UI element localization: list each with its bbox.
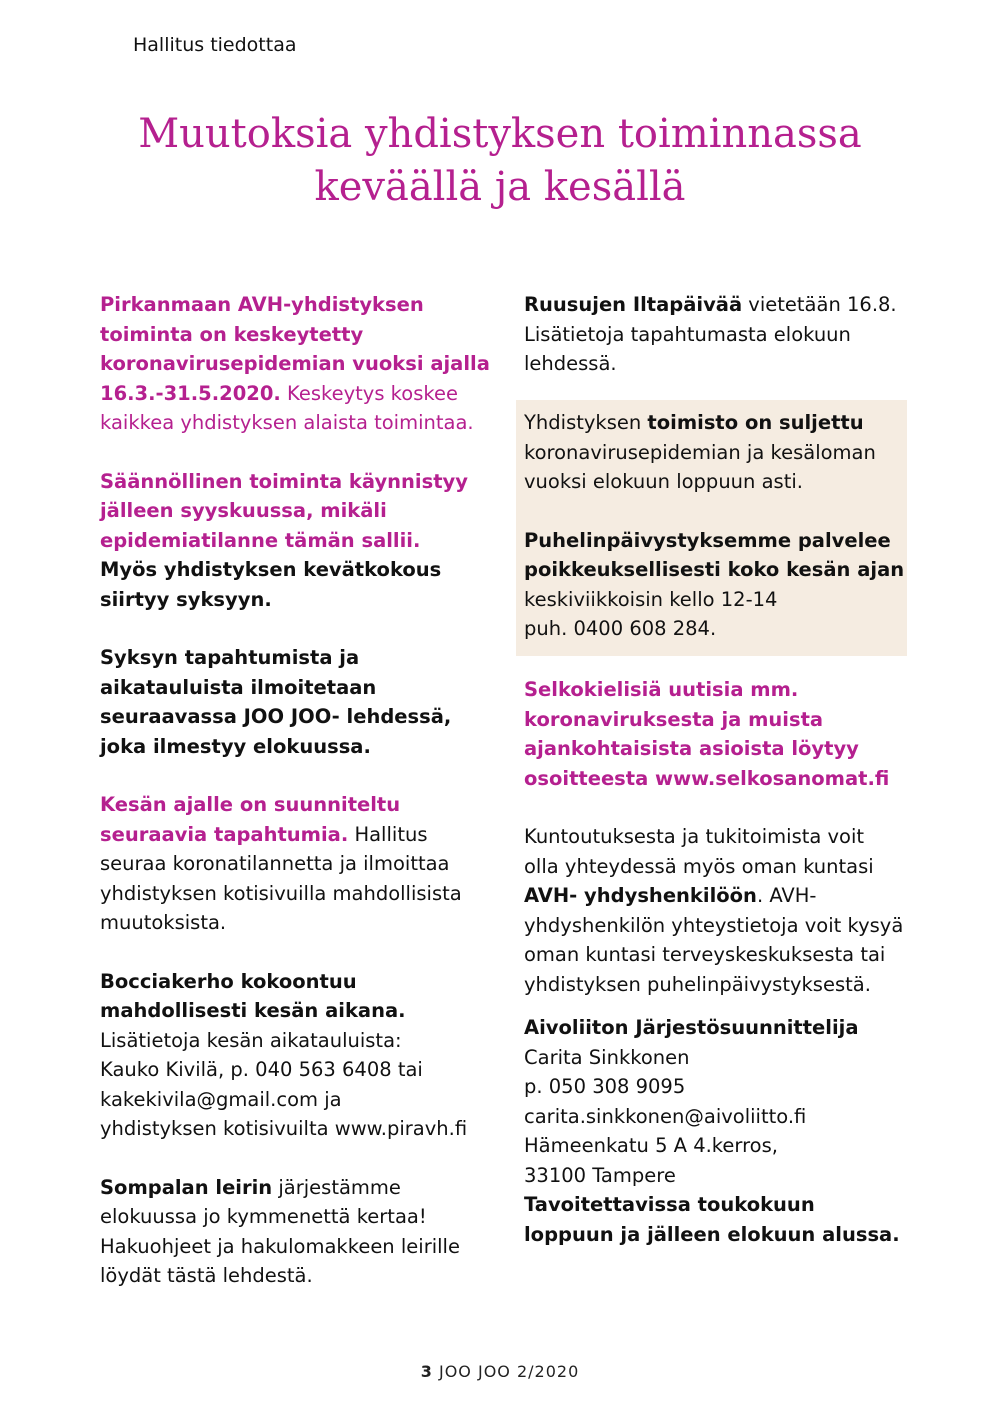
text-line: aikatauluista ilmoitetaan [100,675,377,699]
text-line: lehdessä. [524,352,617,375]
autumn-events-notice [100,643,500,761]
text-line: epidemiatilanne tämän sallii. [100,528,421,552]
contact-name: Carita Sinkkonen [524,1045,690,1069]
camp-notice [100,1173,500,1291]
easy-news-notice [524,675,906,793]
suspension-notice [100,290,500,438]
text-line: yhdistyksen kotisivuilla mahdollisista [100,881,462,905]
text-bold: Ruusujen Iltapäivää [524,293,743,316]
text-bold: AVH- yhdyshenkilöön [524,884,757,907]
text-line: muutoksista. [100,911,227,934]
text-line: Kauko Kivilä, p. 040 563 6408 tai [100,1058,423,1081]
text-regular: Hallitus [348,822,428,846]
page-footer [0,1362,1000,1381]
text-line: ajankohtaisista asioista löytyy [524,737,859,760]
text-line: koronaviruksesta ja muista [524,707,824,731]
text-line [100,1173,500,1203]
text-regular: Keskeytys koskee [280,381,458,405]
text-line: koronavirusepidemian vuoksi ajalla [100,352,490,375]
text-line: Puhelinpäivystyksemme palvelee [524,528,891,552]
text-line: Säännöllinen toiminta käynnistyy [100,469,468,493]
text-line: Selkokielisiä uutisia mm. [524,678,799,701]
title-line-1: Muutoksia yhdistyksen toiminnassa [138,111,862,157]
text-line: siirtyy syksyyn. [100,587,272,611]
text-line: seuraavassa JOO JOO- lehdessä, [100,705,452,728]
text-line: seuraa koronatilannetta ja ilmoittaa [100,852,450,875]
text-line: yhdistyksen kotisivuilta www.piravh.fi [100,1117,468,1140]
contact-phone: p. 050 308 9095 [524,1075,686,1098]
contact-city: 33100 Tampere [524,1163,676,1187]
contact-email: carita.sinkkonen@aivoliitto.fi [524,1104,807,1128]
page-title [60,108,940,214]
text-line: Myös yhdistyksen kevätkokous [100,558,442,581]
text-line: koronavirusepidemian ja kesäloman [524,440,876,464]
text-line: poikkeuksellisesti koko kesän ajan [524,558,905,581]
text-regular: . AVH- [756,884,817,907]
text-regular: Yhdistyksen [524,411,648,434]
text-bold: 16.3.-31.5.2020. [100,381,281,405]
restart-notice [100,467,500,615]
page-number: 3 [420,1362,433,1381]
text-line: kaikkea yhdistyksen alaista toimintaa. [100,411,474,434]
phone-service-notice [524,526,904,644]
section-label: Hallitus tiedottaa [133,34,297,56]
text-line: Kesän ajalle on suunniteltu [100,793,401,816]
rose-afternoon-notice [524,290,906,379]
text-line: elokuussa jo kymmenettä kertaa! [100,1205,427,1228]
text-line: jälleen syyskuussa, mikäli [100,499,387,522]
text-bold: Sompalan leirin [100,1175,273,1199]
left-column [100,290,500,1291]
text-regular: vietetään 16.8. [742,293,897,316]
text-line [524,881,906,911]
contact-role: Aivoliiton Järjestösuunnittelija [524,1016,859,1039]
boccia-notice [100,967,500,1144]
text-line [100,379,500,409]
office-closed-notice [524,408,904,497]
text-line: löydät tästä lehdestä. [100,1264,313,1287]
text-line: oman kuntasi terveyskeskuksesta tai [524,943,886,966]
title-line-2: keväällä ja kesällä [314,164,686,210]
text-line: toiminta on keskeytetty [100,322,364,346]
text-line: yhdistyksen puhelinpäivystyksestä. [524,972,871,996]
text-line: Tavoitettavissa toukokuun [524,1193,815,1216]
text-line: Lisätietoja kesän aikatauluista: [100,1028,402,1052]
contact-card [524,1013,906,1249]
contact-address: Hämeenkatu 5 A 4.kerros, [524,1134,778,1157]
text-line: yhdyshenkilön yhteystietoja voit kysyä [524,913,904,937]
right-column [524,290,906,379]
text-line: kakekivila@gmail.com ja [100,1087,342,1111]
text-line: olla yhteydessä myös oman kuntasi [524,854,874,878]
text-line [524,290,906,320]
text-line: Syksyn tapahtumista ja [100,646,360,669]
text-line: Bocciakerho kokoontuu [100,969,357,993]
text-line: joka ilmestyy elokuussa. [100,734,371,758]
text-line: loppuun ja jälleen elokuun alussa. [524,1222,900,1246]
right-column-lower [524,675,906,1249]
text-line: vuoksi elokuun loppuun asti. [524,470,803,493]
publication-name: JOO JOO 2/2020 [432,1362,580,1381]
office-info-text [524,408,904,644]
text-line: Pirkanmaan AVH-yhdistyksen [100,293,424,316]
text-line: Lisätietoja tapahtumasta elokuun [524,322,851,346]
text-line [524,408,904,438]
text-line: osoitteesta www.selkosanomat.fi [524,766,890,790]
rehabilitation-notice [524,822,906,999]
text-regular: järjestämme [272,1175,401,1199]
text-line: keskiviikkoisin kello 12-14 [524,587,778,611]
text-line: puh. 0400 608 284. [524,617,717,640]
text-line: mahdollisesti kesän aikana. [100,999,406,1022]
text-line: Kuntoutuksesta ja tukitoimista voit [524,825,865,848]
text-bold: seuraavia tapahtumia. [100,822,349,846]
text-bold: toimisto on suljettu [647,411,864,434]
summer-events-notice [100,790,500,938]
text-line: Hakuohjeet ja hakulomakkeen leirille [100,1234,460,1258]
text-line [100,820,500,850]
